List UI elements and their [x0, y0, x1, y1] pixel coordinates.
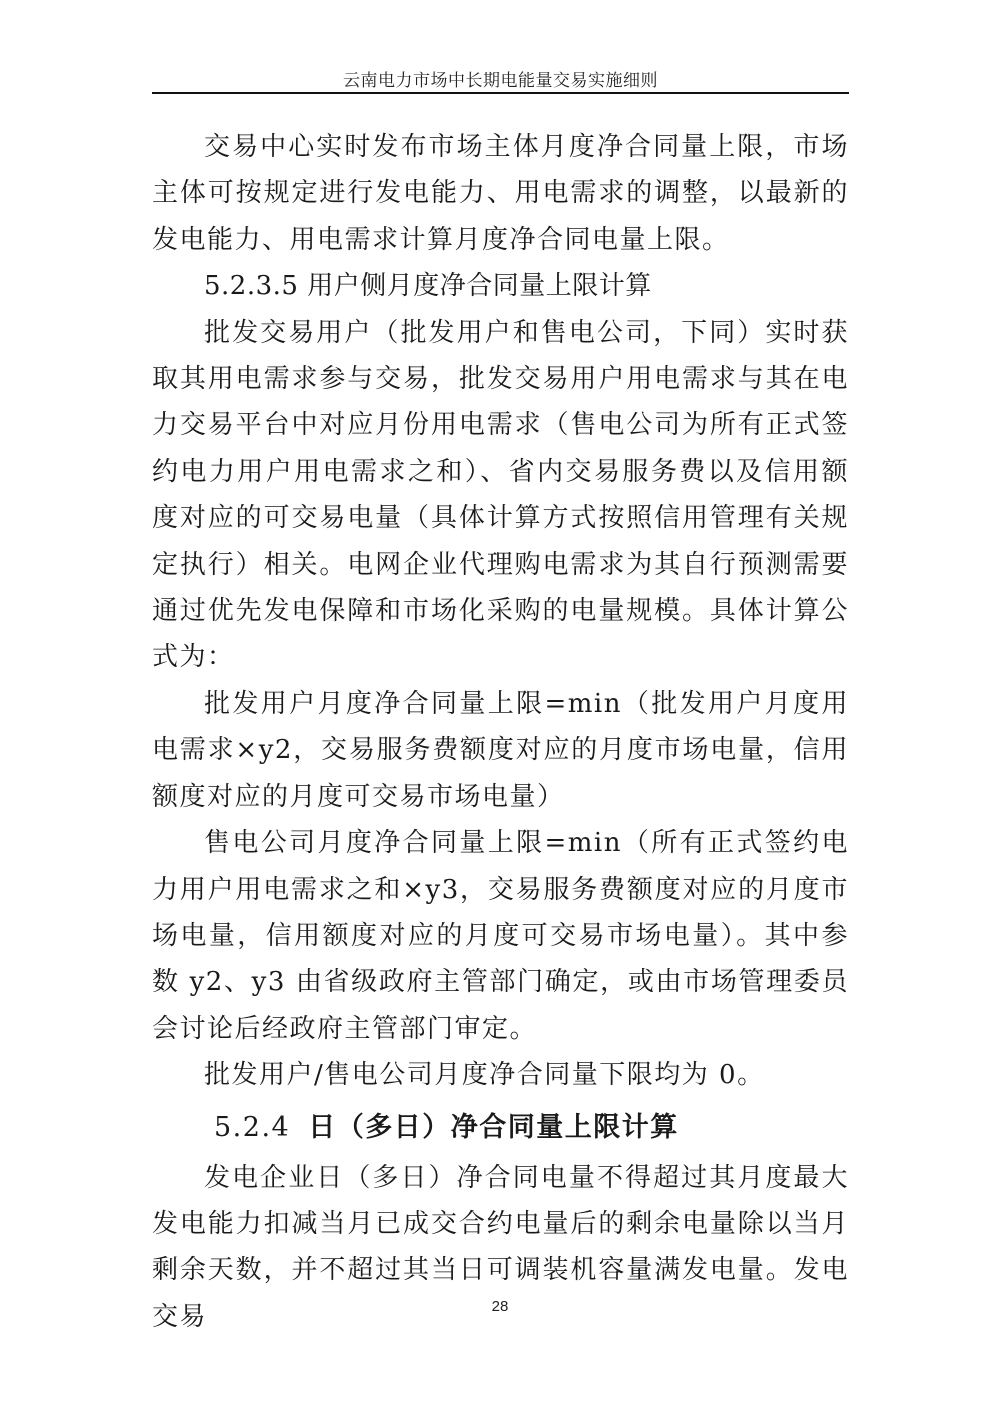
- paragraph-wholesale-users: 批发交易用户（批发用户和售电公司，下同）实时获取其用电需求参与交易，批发交易用户用电需求与其在电力交易平台中对应月份用电需求（售电公司为所有正式签约电力用户用电需求之和）、省内交易服务费以及信用额度对应的可交易电量（具体计算方式按照信用管理有关规定执行）相关。电网企业代理购电需求为其自行预测需要通过优先发电保障和市场化采购的电量规模。具体计算公式为：: [152, 317, 849, 673]
- paragraph-monthly-limit-publish: 交易中心实时发布市场主体月度净合同量上限，市场主体可按规定进行发电能力、用电需求的调整，以最新的发电能力、用电需求计算月度净合同电量上限。: [152, 132, 849, 255]
- formula-wholesale-user-limit: 批发用户月度净合同量上限=min（批发用户月度用电需求×y2，交易服务费额度对应的月度市场电量，信用额度对应的月度可交易市场电量）: [152, 688, 849, 812]
- section-number: 5.2.4: [214, 1111, 291, 1143]
- header-rule: [152, 92, 849, 94]
- running-header: 云南电力市场中长期电能量交易实施细则: [343, 71, 658, 91]
- paragraph-lower-limit: 批发用户/售电公司月度净合同量下限均为 0。: [204, 1060, 765, 1091]
- paragraph-daily-limit: 发电企业日（多日）净合同电量不得超过其月度最大发电能力扣减当月已成交合约电量后的剩余电量除以当月剩余天数，并不超过其当日可调装机容量满发电量。发电交易: [152, 1162, 849, 1332]
- section-title: 日（多日）净合同量上限计算: [308, 1111, 679, 1143]
- document-body: [152, 124, 849, 1340]
- subsection-heading-5-2-3-5: 5.2.3.5 用户侧月度净合同量上限计算: [204, 271, 652, 302]
- page-number: 28: [491, 1298, 509, 1315]
- section-heading-5-2-4: [152, 1105, 849, 1151]
- formula-retailer-limit: 售电公司月度净合同量上限=min（所有正式签约电力用户用电需求之和×y3，交易服务费额度对应的月度市场电量，信用额度对应的月度可交易市场电量）。其中参数 y2、y3 由省级政府主管部门确定，或由市场管理委员会讨论后经政府主管部门审定。: [152, 828, 849, 1044]
